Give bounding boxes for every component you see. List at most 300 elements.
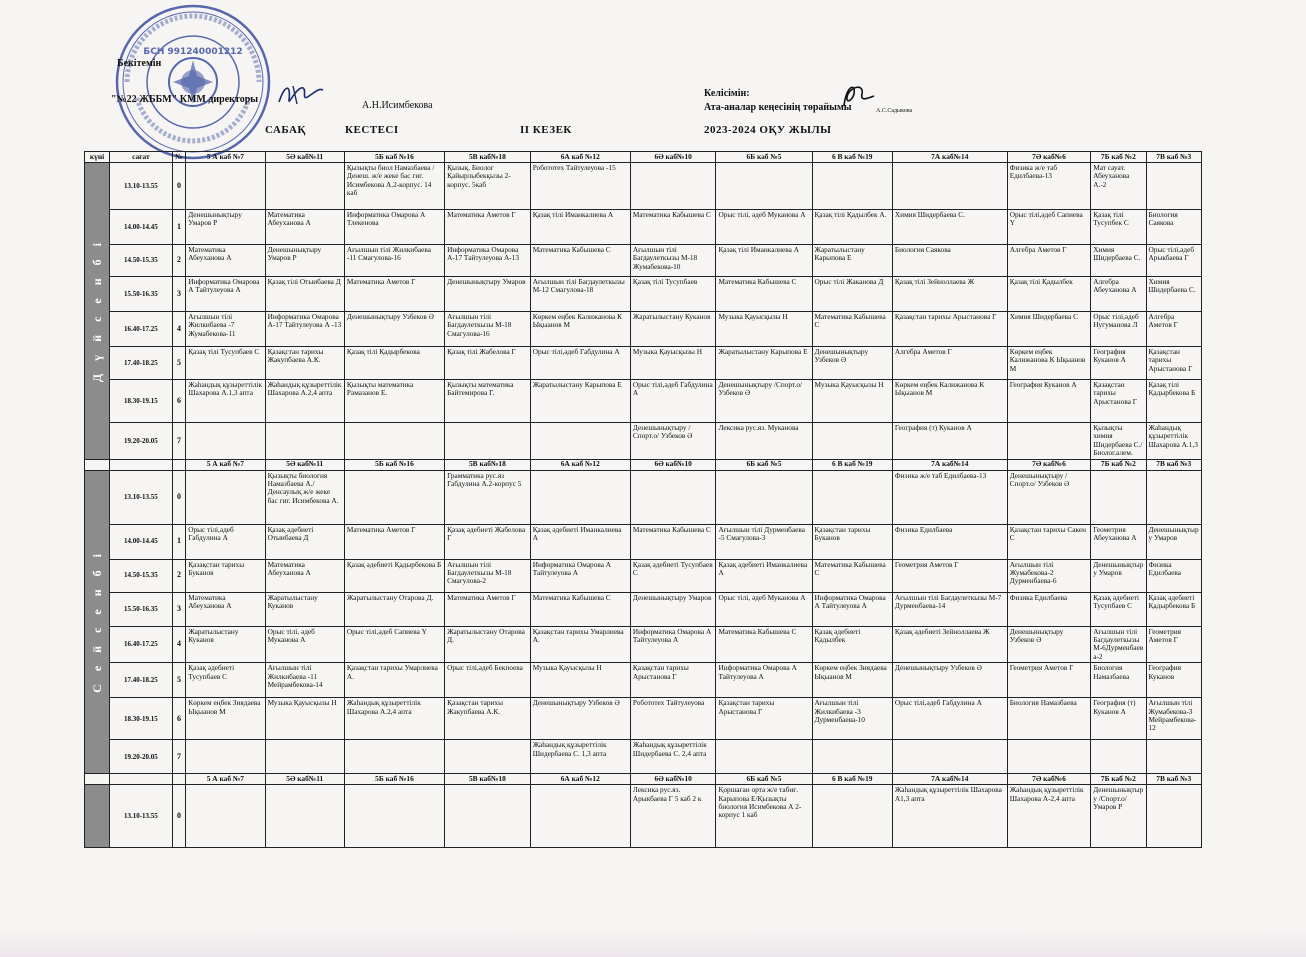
lesson-cell: Ағылшын тілі Дурменбаева -5 Смагулова-3 bbox=[716, 524, 812, 559]
lesson-cell: Математика Аметов Г bbox=[445, 592, 531, 626]
lesson-cell: Жаһандық құзыреттілік Шахарова А.1,3 апта bbox=[186, 380, 265, 423]
lesson-cell: Қазақстан тарихы Буканов bbox=[812, 524, 892, 559]
lesson-cell: Қазақстан тарихы Арыстанова Г bbox=[1091, 380, 1146, 423]
day-label-cell bbox=[85, 785, 110, 848]
lesson-cell bbox=[1091, 740, 1146, 774]
lesson-cell bbox=[1007, 423, 1091, 460]
lesson-cell: Лексика рус.яз. Муканова bbox=[716, 423, 812, 460]
bottom-margin bbox=[0, 930, 1306, 957]
lesson-cell: Денешынықтыру Узбеков Ә bbox=[530, 698, 630, 740]
lesson-number: 5 bbox=[172, 663, 186, 698]
class-column-header: 6Б каб №5 bbox=[716, 774, 812, 785]
header-left-0: күні bbox=[85, 152, 110, 163]
lesson-cell: Химия Шидербаева С. bbox=[1091, 245, 1146, 277]
lesson-cell: Математика Кабышева С bbox=[716, 277, 812, 312]
school-year-label: 2023-2024 ОҚУ ЖЫЛЫ bbox=[704, 124, 832, 136]
lesson-cell: Мат сауат. Абеуханова А.-2 bbox=[1091, 163, 1146, 210]
lesson-number: 2 bbox=[172, 245, 186, 277]
lesson-cell: Алгебра Абеуханова А bbox=[1091, 277, 1146, 312]
lesson-cell bbox=[1007, 740, 1091, 774]
lesson-number: 7 bbox=[172, 740, 186, 774]
lesson-cell: Информатика Омарова А Тайтулеуова А bbox=[812, 592, 892, 626]
lesson-cell: География Куканов bbox=[1146, 663, 1201, 698]
class-column-header: 7Ә каб№6 bbox=[1007, 152, 1091, 163]
lesson-time: 15.50-16.35 bbox=[110, 277, 173, 312]
lesson-cell: Қазақ әдебиеті Тусупбаев С bbox=[630, 559, 716, 592]
agree-position: Ата-аналар кеңесінің төрайымы bbox=[704, 102, 852, 113]
lesson-cell: Музыка Қауысқызы Н bbox=[630, 347, 716, 380]
lesson-cell: Орыс тілі,әдеб Габдулина А bbox=[186, 524, 265, 559]
lesson-time: 16.40-17.25 bbox=[110, 312, 173, 347]
lesson-cell: Физика Едилбаева bbox=[892, 524, 1007, 559]
lesson-cell: Математика Кабышева С bbox=[716, 626, 812, 663]
class-column-header: 5Б каб №16 bbox=[344, 459, 444, 470]
lesson-cell bbox=[530, 423, 630, 460]
class-column-header: 5 А каб №7 bbox=[186, 459, 265, 470]
lesson-cell: Математика Абеуханова А bbox=[186, 592, 265, 626]
lesson-cell: Ағылшын тілі Багдаулеткызы М-6Дурменбаева-2 bbox=[1091, 626, 1146, 663]
lesson-time: 16.40-17.25 bbox=[110, 626, 173, 663]
lesson-cell: Математика Аметов Г bbox=[344, 277, 444, 312]
lesson-row bbox=[85, 559, 1202, 592]
lesson-row bbox=[85, 470, 1202, 524]
lesson-cell: Денешынықтыру Умаров Р bbox=[186, 210, 265, 245]
lesson-cell bbox=[186, 423, 265, 460]
lesson-time: 18.30-19.15 bbox=[110, 380, 173, 423]
lesson-row bbox=[85, 163, 1202, 210]
lesson-row bbox=[85, 210, 1202, 245]
lesson-cell: Денешынықтыру Узбеков Ә bbox=[1007, 626, 1091, 663]
class-column-header: 6Ә каб№10 bbox=[630, 152, 716, 163]
class-column-header: 7А каб№14 bbox=[892, 774, 1007, 785]
header-left-0 bbox=[85, 459, 110, 470]
lesson-cell: Геометрия Абеуханова А bbox=[1091, 524, 1146, 559]
lesson-cell: Математика Аметов Г bbox=[344, 524, 444, 559]
lesson-cell: Қазақ әдебиеті Жабелова Г bbox=[445, 524, 531, 559]
lesson-cell bbox=[344, 740, 444, 774]
lesson-cell: Орыс тілі,әдеб Арыкбаева Г bbox=[1146, 245, 1201, 277]
lesson-cell: Алгебра Аметов Г bbox=[1146, 312, 1201, 347]
lesson-cell: Ағылшын тілі Багдаулеткызы М-18 Смагулова-16 bbox=[445, 312, 531, 347]
lesson-cell: Информатика Омарова А Тайтулеуова А bbox=[186, 277, 265, 312]
lesson-cell: Химия Шидербаева С. bbox=[892, 210, 1007, 245]
lesson-cell bbox=[716, 163, 812, 210]
lesson-cell: Жаһандық құзыреттілік Шахарова А1,3 апта bbox=[892, 785, 1007, 848]
lesson-cell: Көркем еңбек Калижанова К Ықыанов М bbox=[1007, 347, 1091, 380]
lesson-cell: Қазақ әдебиеті Тусупбаев С bbox=[1091, 592, 1146, 626]
lesson-cell: Ағылшын тілі Багдаулеткызы М-18 Жумабекова-10 bbox=[630, 245, 716, 277]
lesson-number: 3 bbox=[172, 277, 186, 312]
lesson-cell: Қызықты биол Намазбаева /Денеш. ж/е жеке бас гиг. Исимбекова А.2-корпус. 14 каб bbox=[344, 163, 444, 210]
class-column-header: 7Б каб №2 bbox=[1091, 459, 1146, 470]
lesson-cell: Орыс тілі,әдеб Габдулина А bbox=[630, 380, 716, 423]
lesson-cell: Ағылшын тілі Багдаулеткызы М-12 Смагулова-18 bbox=[530, 277, 630, 312]
lesson-cell: Көркем еңбек Калижанова К Ықыанов М bbox=[892, 380, 1007, 423]
lesson-row bbox=[85, 347, 1202, 380]
header-left-1 bbox=[110, 774, 173, 785]
lesson-cell: Орыс тілі,әдеб Сапиева Ү bbox=[344, 626, 444, 663]
lesson-cell bbox=[716, 740, 812, 774]
lesson-time: 18.30-19.15 bbox=[110, 698, 173, 740]
lesson-time: 14.00-14.45 bbox=[110, 524, 173, 559]
lesson-cell: Қазақстан тарихы Умарлиева А. bbox=[344, 663, 444, 698]
lesson-time: 19.20-20.05 bbox=[110, 740, 173, 774]
lesson-cell: Қазақстан тарихы Арыстанова Г bbox=[630, 663, 716, 698]
class-column-header: 5В каб№18 bbox=[445, 459, 531, 470]
lesson-cell: Музыка Қауысқызы Н bbox=[530, 663, 630, 698]
lesson-cell: Жаратылыстану Отарова Д. bbox=[445, 626, 531, 663]
class-column-header: 5 А каб №7 bbox=[186, 152, 265, 163]
lesson-cell: Ағылшын тілі Жилкибаева -3 Дурменбаева-10 bbox=[812, 698, 892, 740]
lesson-cell bbox=[265, 740, 344, 774]
lesson-number: 4 bbox=[172, 626, 186, 663]
lesson-cell: Математика Абеуханова А bbox=[265, 210, 344, 245]
lesson-cell: Қазақстан тарихы Арыстанова Г bbox=[716, 698, 812, 740]
lesson-cell bbox=[445, 423, 531, 460]
lesson-row bbox=[85, 277, 1202, 312]
lesson-time: 13.10-13.55 bbox=[110, 785, 173, 848]
lesson-cell: Қызықты математика Рамазанов Е. bbox=[344, 380, 444, 423]
schedule-table bbox=[84, 151, 1202, 848]
lesson-cell bbox=[812, 163, 892, 210]
class-column-header: 6 В каб №19 bbox=[812, 774, 892, 785]
lesson-cell: Денешынықтыру /Спорт.о/ Узбеков Ә bbox=[1007, 470, 1091, 524]
lesson-cell: Қазақ тілі Тусупбаев bbox=[630, 277, 716, 312]
class-column-header: 7А каб№14 bbox=[892, 459, 1007, 470]
lesson-cell: Информатика Омарова А Тайтулеуова А bbox=[530, 559, 630, 592]
period-label: II КЕЗЕК bbox=[520, 124, 572, 136]
lesson-time: 14.50-15.35 bbox=[110, 245, 173, 277]
class-column-header: 6 В каб №19 bbox=[812, 459, 892, 470]
lesson-cell: Қазақстан тарихы Сакен С bbox=[1007, 524, 1091, 559]
approve-position: "№22 ЖББМ" КММ директоры bbox=[111, 94, 259, 105]
lesson-cell bbox=[344, 785, 444, 848]
lesson-cell: Қазақстан тарихы Умарлиева А. bbox=[530, 626, 630, 663]
lesson-cell: Көркем еңбек Зиядаева Ықыанов М bbox=[812, 663, 892, 698]
lesson-cell: Орыс тілі,әдеб Бекпоева bbox=[445, 663, 531, 698]
lesson-cell: Ағылшын тілі Жилкибаева -7 Жумабекова-11 bbox=[186, 312, 265, 347]
lesson-cell bbox=[716, 470, 812, 524]
lesson-cell: Математика Кабышева С bbox=[630, 210, 716, 245]
lesson-cell: Денешынықтыру Узбеков Ә bbox=[892, 663, 1007, 698]
lesson-cell: Жаратылыстану Карыпова Е bbox=[716, 347, 812, 380]
lesson-cell: География Куканов А bbox=[1007, 380, 1091, 423]
header-left-1: сағат bbox=[110, 152, 173, 163]
title-word-lesson: САБАҚ bbox=[265, 124, 306, 136]
lesson-cell bbox=[812, 785, 892, 848]
lesson-cell bbox=[630, 163, 716, 210]
lesson-cell bbox=[265, 163, 344, 210]
class-column-header: 5Ә каб№11 bbox=[265, 152, 344, 163]
lesson-cell bbox=[1091, 470, 1146, 524]
lesson-cell: Информатика Омарова А Тайтулеуова А bbox=[630, 626, 716, 663]
lesson-cell: Қазақстан тарихы Жакупбаева А.К. bbox=[265, 347, 344, 380]
lesson-number: 2 bbox=[172, 559, 186, 592]
lesson-cell: Орыс тілі,әдеб Сапиева Ү bbox=[1007, 210, 1091, 245]
lesson-number: 1 bbox=[172, 524, 186, 559]
lesson-cell: Қызықты математика Байтемирова Г. bbox=[445, 380, 531, 423]
lesson-cell bbox=[186, 163, 265, 210]
lesson-cell bbox=[445, 785, 531, 848]
day-label-cell bbox=[85, 163, 110, 460]
lesson-cell: Физика ж/е таб Едилбаева-13 bbox=[1007, 163, 1091, 210]
lesson-cell: Математика Абеуханова А bbox=[265, 559, 344, 592]
class-column-header: 5В каб№18 bbox=[445, 152, 531, 163]
lesson-cell: Денешынықтыру Умаров Р bbox=[265, 245, 344, 277]
lesson-cell: Геометрия Аметов Г bbox=[1007, 663, 1091, 698]
lesson-time: 13.10-13.55 bbox=[110, 163, 173, 210]
lesson-cell bbox=[812, 740, 892, 774]
lesson-cell: Денешынықтыру Умаров bbox=[445, 277, 531, 312]
lesson-cell: Лексика рус.яз. Арыкбаева Г 5 каб 2 к bbox=[630, 785, 716, 848]
lesson-cell: Денешынықтыру /Спорт.о/ Узбеков Ә bbox=[630, 423, 716, 460]
header-left-2 bbox=[172, 459, 186, 470]
lesson-time: 15.50-16.35 bbox=[110, 592, 173, 626]
class-column-header: 5В каб№18 bbox=[445, 774, 531, 785]
lesson-cell: Орыс тілі, әдеб Муканова А bbox=[716, 210, 812, 245]
lesson-cell: Ағылшын тілі Жумабекова-3 Мейрамбекова-12 bbox=[1146, 698, 1201, 740]
lesson-cell: Жаһандық құзыреттілік Шидербаева С. 2,4 апта bbox=[630, 740, 716, 774]
header-left-1 bbox=[110, 459, 173, 470]
lesson-cell: Қазақ тілі Иманкалиева А bbox=[530, 210, 630, 245]
lesson-number: 6 bbox=[172, 698, 186, 740]
lesson-cell bbox=[892, 163, 1007, 210]
lesson-cell: Жаратылыстану Карыпова Е bbox=[530, 380, 630, 423]
lesson-row bbox=[85, 698, 1202, 740]
title-word-schedule: КЕСТЕСІ bbox=[345, 124, 399, 136]
lesson-cell: Қызықты химия Шидербаева С./Биолог.алем. bbox=[1091, 423, 1146, 460]
lesson-row bbox=[85, 245, 1202, 277]
column-header-row bbox=[85, 459, 1202, 470]
lesson-cell: Қазақстан тарихы Арыстанова Г bbox=[1146, 347, 1201, 380]
lesson-cell: Математика Кабышева С bbox=[812, 312, 892, 347]
lesson-row bbox=[85, 592, 1202, 626]
lesson-cell bbox=[186, 740, 265, 774]
lesson-cell: Физика Едилбаева bbox=[1007, 592, 1091, 626]
lesson-number: 3 bbox=[172, 592, 186, 626]
lesson-cell: Қазақстан тарихы Буканов bbox=[186, 559, 265, 592]
lesson-cell: Қазақ әдебиеті Иманкалиева А bbox=[530, 524, 630, 559]
class-column-header: 7В каб №3 bbox=[1146, 152, 1201, 163]
column-header-row bbox=[85, 774, 1202, 785]
lesson-cell: Қазақ тілі Қадылбек А. bbox=[812, 210, 892, 245]
lesson-cell bbox=[344, 470, 444, 524]
class-column-header: 5Б каб №16 bbox=[344, 774, 444, 785]
lesson-cell: Ағылшын тілі Багдаулеткызы М-7 Дурменбаева-14 bbox=[892, 592, 1007, 626]
lesson-cell: Жаһандық құзыреттілік Шахарова А.2,4 апта bbox=[265, 380, 344, 423]
lesson-cell: Музыка Қауысқызы Н bbox=[812, 380, 892, 423]
lesson-cell: Музыка Қауысқызы Н bbox=[716, 312, 812, 347]
lesson-cell: Денешынықтыру /Спорт.о/ Умаров Р bbox=[1091, 785, 1146, 848]
lesson-cell: Алгебра Аметов Г bbox=[892, 347, 1007, 380]
lesson-cell: Қазақ тілі Қадырбекова Б bbox=[1146, 380, 1201, 423]
lesson-cell: Биология Саякова bbox=[1146, 210, 1201, 245]
approve-label: Бекітемін bbox=[117, 58, 162, 69]
lesson-cell: Алгебра Аметов Г bbox=[1007, 245, 1091, 277]
lesson-number: 5 bbox=[172, 347, 186, 380]
lesson-cell: Химия Шидербаева С. bbox=[1146, 277, 1201, 312]
lesson-number: 7 bbox=[172, 423, 186, 460]
lesson-cell: Қоршаған орта ж/е табиғ. Карыпова Е/Қызықты биология Исимбекова А 2-корпус 1 каб bbox=[716, 785, 812, 848]
lesson-cell: Ағылшын тілі Жилкибаева -11 Мейрамбекова-14 bbox=[265, 663, 344, 698]
lesson-cell: Қазақ тілі Отыибаева Д bbox=[265, 277, 344, 312]
lesson-time: 17.40-18.25 bbox=[110, 347, 173, 380]
lesson-cell: Денешынықтыру Узбеков Ә bbox=[812, 347, 892, 380]
lesson-cell: Математика Аметов Г bbox=[445, 210, 531, 245]
lesson-cell: Робототех Тайтулеуова -15 bbox=[530, 163, 630, 210]
lesson-cell: Орыс тілі,әдеб Нугуманова Л bbox=[1091, 312, 1146, 347]
lesson-cell bbox=[630, 470, 716, 524]
lesson-cell: Қазақ әдебиеті Отыибаева Д bbox=[265, 524, 344, 559]
lesson-cell: Математика Кабышева С bbox=[630, 524, 716, 559]
agree-label: Келісімін: bbox=[704, 88, 750, 99]
lesson-cell: Жаһандық құзыреттілік Шахарова А.1,3 bbox=[1146, 423, 1201, 460]
class-column-header: 7Ә каб№6 bbox=[1007, 459, 1091, 470]
class-column-header: 7Ә каб№6 bbox=[1007, 774, 1091, 785]
lesson-cell bbox=[1146, 785, 1201, 848]
lesson-row bbox=[85, 740, 1202, 774]
class-column-header: 5Ә каб№11 bbox=[265, 459, 344, 470]
class-column-header: 6Б каб №5 bbox=[716, 459, 812, 470]
lesson-cell: Биология Саякова bbox=[892, 245, 1007, 277]
lesson-cell: Қызықты биология Намазбаева А./Денсаулық ж/е жеке бас гиг. Исимбекова А. bbox=[265, 470, 344, 524]
lesson-cell: Қызық. Биолог Қайырлыбекқызы 2-корпус. 5каб bbox=[445, 163, 531, 210]
lesson-cell: Робототех Тайтулеуова bbox=[630, 698, 716, 740]
lesson-cell: Ағылшын тілі Жилкибаева -11 Смагулова-16 bbox=[344, 245, 444, 277]
lesson-cell: Информатика Омарова А-17 Тайтулеуова А -13 bbox=[265, 312, 344, 347]
lesson-number: 0 bbox=[172, 470, 186, 524]
day-label-cell bbox=[85, 470, 110, 774]
class-column-header: 6 В каб №19 bbox=[812, 152, 892, 163]
lesson-cell: Көркем еңбек Зиядаева Ықыанов М bbox=[186, 698, 265, 740]
lesson-cell bbox=[445, 740, 531, 774]
lesson-row bbox=[85, 663, 1202, 698]
lesson-cell bbox=[186, 785, 265, 848]
lesson-number: 4 bbox=[172, 312, 186, 347]
lesson-cell bbox=[1146, 163, 1201, 210]
lesson-cell: Жаратылыстану Куканов bbox=[186, 626, 265, 663]
lesson-cell: Ағылшын тілі Багдаулеткызы М-18 Смагулова-2 bbox=[445, 559, 531, 592]
lesson-cell bbox=[892, 740, 1007, 774]
lesson-time: 19.20-20.05 bbox=[110, 423, 173, 460]
lesson-cell: География Куканов А bbox=[1091, 347, 1146, 380]
lesson-time: 14.50-15.35 bbox=[110, 559, 173, 592]
day-name: С е й с е н б і bbox=[89, 548, 104, 693]
lesson-cell: Қазақ тілі Қадылбек bbox=[1007, 277, 1091, 312]
lesson-cell: Орыс тілі, әдеб Муканова А bbox=[265, 626, 344, 663]
class-column-header: 6А каб №12 bbox=[530, 774, 630, 785]
lesson-cell: Қазақ әдебиеті Қадырбекова Б bbox=[1146, 592, 1201, 626]
lesson-cell: Денешынықтыру Узбеков Ә bbox=[344, 312, 444, 347]
lesson-row bbox=[85, 423, 1202, 460]
class-column-header: 6А каб №12 bbox=[530, 459, 630, 470]
lesson-cell bbox=[1146, 470, 1201, 524]
lesson-cell: Денешынықтыру Умаров bbox=[1091, 559, 1146, 592]
lesson-cell bbox=[265, 785, 344, 848]
lesson-cell: Жаратылыстану Куканов bbox=[265, 592, 344, 626]
class-column-header: 7В каб №3 bbox=[1146, 774, 1201, 785]
lesson-cell: Орыс тілі,әдеб Габдулина А bbox=[530, 347, 630, 380]
lesson-row bbox=[85, 524, 1202, 559]
lesson-cell: География (т) Куканов А bbox=[1091, 698, 1146, 740]
lesson-number: 6 bbox=[172, 380, 186, 423]
class-column-header: 6Ә каб№10 bbox=[630, 459, 716, 470]
lesson-time: 14.00-14.45 bbox=[110, 210, 173, 245]
lesson-cell: Қазақ тілі Қадырбекова bbox=[344, 347, 444, 380]
lesson-cell: Математика Кабышева С bbox=[812, 559, 892, 592]
lesson-cell: Қазақ әдебиеті Қадылбек bbox=[812, 626, 892, 663]
class-column-header: 5 А каб №7 bbox=[186, 774, 265, 785]
lesson-cell: Қазақ тілі Тусупбек С bbox=[1091, 210, 1146, 245]
lesson-cell: Қазақ тілі Зейноллаева Ж bbox=[892, 277, 1007, 312]
class-column-header: 6Ә каб№10 bbox=[630, 774, 716, 785]
director-signature-icon bbox=[275, 80, 325, 108]
lesson-cell: Математика Кабышева С bbox=[530, 245, 630, 277]
lesson-cell: Геометрия Аметов Г bbox=[892, 559, 1007, 592]
lesson-cell: Қазақ тілі Жабелова Г bbox=[445, 347, 531, 380]
class-column-header: 7Б каб №2 bbox=[1091, 152, 1146, 163]
lesson-cell: Жаһандық құзыреттілік Шидербаева С. 1,3 апта bbox=[530, 740, 630, 774]
class-column-header: 7В каб №3 bbox=[1146, 459, 1201, 470]
lesson-time: 17.40-18.25 bbox=[110, 663, 173, 698]
director-name: А.Н.Исимбекова bbox=[362, 100, 433, 111]
lesson-cell: Музыка Қауысқызы Н bbox=[265, 698, 344, 740]
lesson-cell: Жаратылыстану Отарова Д. bbox=[344, 592, 444, 626]
lesson-cell: Жаратылыстану Карыпова Е bbox=[812, 245, 892, 277]
lesson-cell: Ағылшын тілі Жумабекова-2 Дурменбаева-6 bbox=[1007, 559, 1091, 592]
lesson-cell: Грамматика рус.яз Габдулина А.2-корпус 5 bbox=[445, 470, 531, 524]
lesson-cell: Математика Кабышева С bbox=[530, 592, 630, 626]
lesson-cell: Математика Абеуханова А bbox=[186, 245, 265, 277]
lesson-cell: Жаратылыстану Куканов bbox=[630, 312, 716, 347]
lesson-number: 0 bbox=[172, 163, 186, 210]
lesson-cell: Қазақ тілі Тусупбаев С bbox=[186, 347, 265, 380]
lesson-cell: Денешынықтыру Умаров bbox=[1146, 524, 1201, 559]
lesson-cell: География (т) Куканов А bbox=[892, 423, 1007, 460]
lesson-row bbox=[85, 785, 1202, 848]
lesson-cell: Химия Шидербаева С bbox=[1007, 312, 1091, 347]
lesson-cell: Қазақстан тарихы Жакупбаева А.К. bbox=[445, 698, 531, 740]
lesson-cell: Денешынықтыру Умаров bbox=[630, 592, 716, 626]
lesson-cell: Биология Намазбаева bbox=[1007, 698, 1091, 740]
class-column-header: 7А каб№14 bbox=[892, 152, 1007, 163]
lesson-cell: Денешынықтыру /Спорт.о/ Узбеков Ә bbox=[716, 380, 812, 423]
lesson-cell: Көркем еңбек Калижанова К Ықыанов М bbox=[530, 312, 630, 347]
lesson-cell: Орыс тілі,әдеб Габдулина А bbox=[892, 698, 1007, 740]
header-left-2 bbox=[172, 774, 186, 785]
lesson-cell bbox=[265, 423, 344, 460]
official-stamp-icon bbox=[113, 2, 273, 162]
lesson-cell: Орыс тілі Жаканова Д bbox=[812, 277, 892, 312]
lesson-cell: Физика Едилбаева bbox=[1146, 559, 1201, 592]
lesson-cell: Қазақ әдебиеті Қадырбекова Б bbox=[344, 559, 444, 592]
lesson-cell bbox=[1146, 740, 1201, 774]
lesson-cell bbox=[812, 470, 892, 524]
lesson-cell: Қазақ әдебиеті Иманкалиева А bbox=[716, 559, 812, 592]
lesson-cell: Жаһандық құзыреттілік Шахарова А-2,4 апта bbox=[1007, 785, 1091, 848]
chair-signature-icon bbox=[838, 80, 878, 110]
lesson-cell bbox=[812, 423, 892, 460]
lesson-cell: Информатика Омарова А Тлекенова bbox=[344, 210, 444, 245]
lesson-cell: Жаһандық құзыреттілік Шахарова А.2,4 апта bbox=[344, 698, 444, 740]
lesson-number: 0 bbox=[172, 785, 186, 848]
lesson-cell: Информатика Омарова А-17 Тайтулеуова А-13 bbox=[445, 245, 531, 277]
header-left-0 bbox=[85, 774, 110, 785]
lesson-row bbox=[85, 312, 1202, 347]
lesson-cell: Информатика Омарова А Тайтулеуова А bbox=[716, 663, 812, 698]
lesson-row bbox=[85, 380, 1202, 423]
lesson-row bbox=[85, 626, 1202, 663]
